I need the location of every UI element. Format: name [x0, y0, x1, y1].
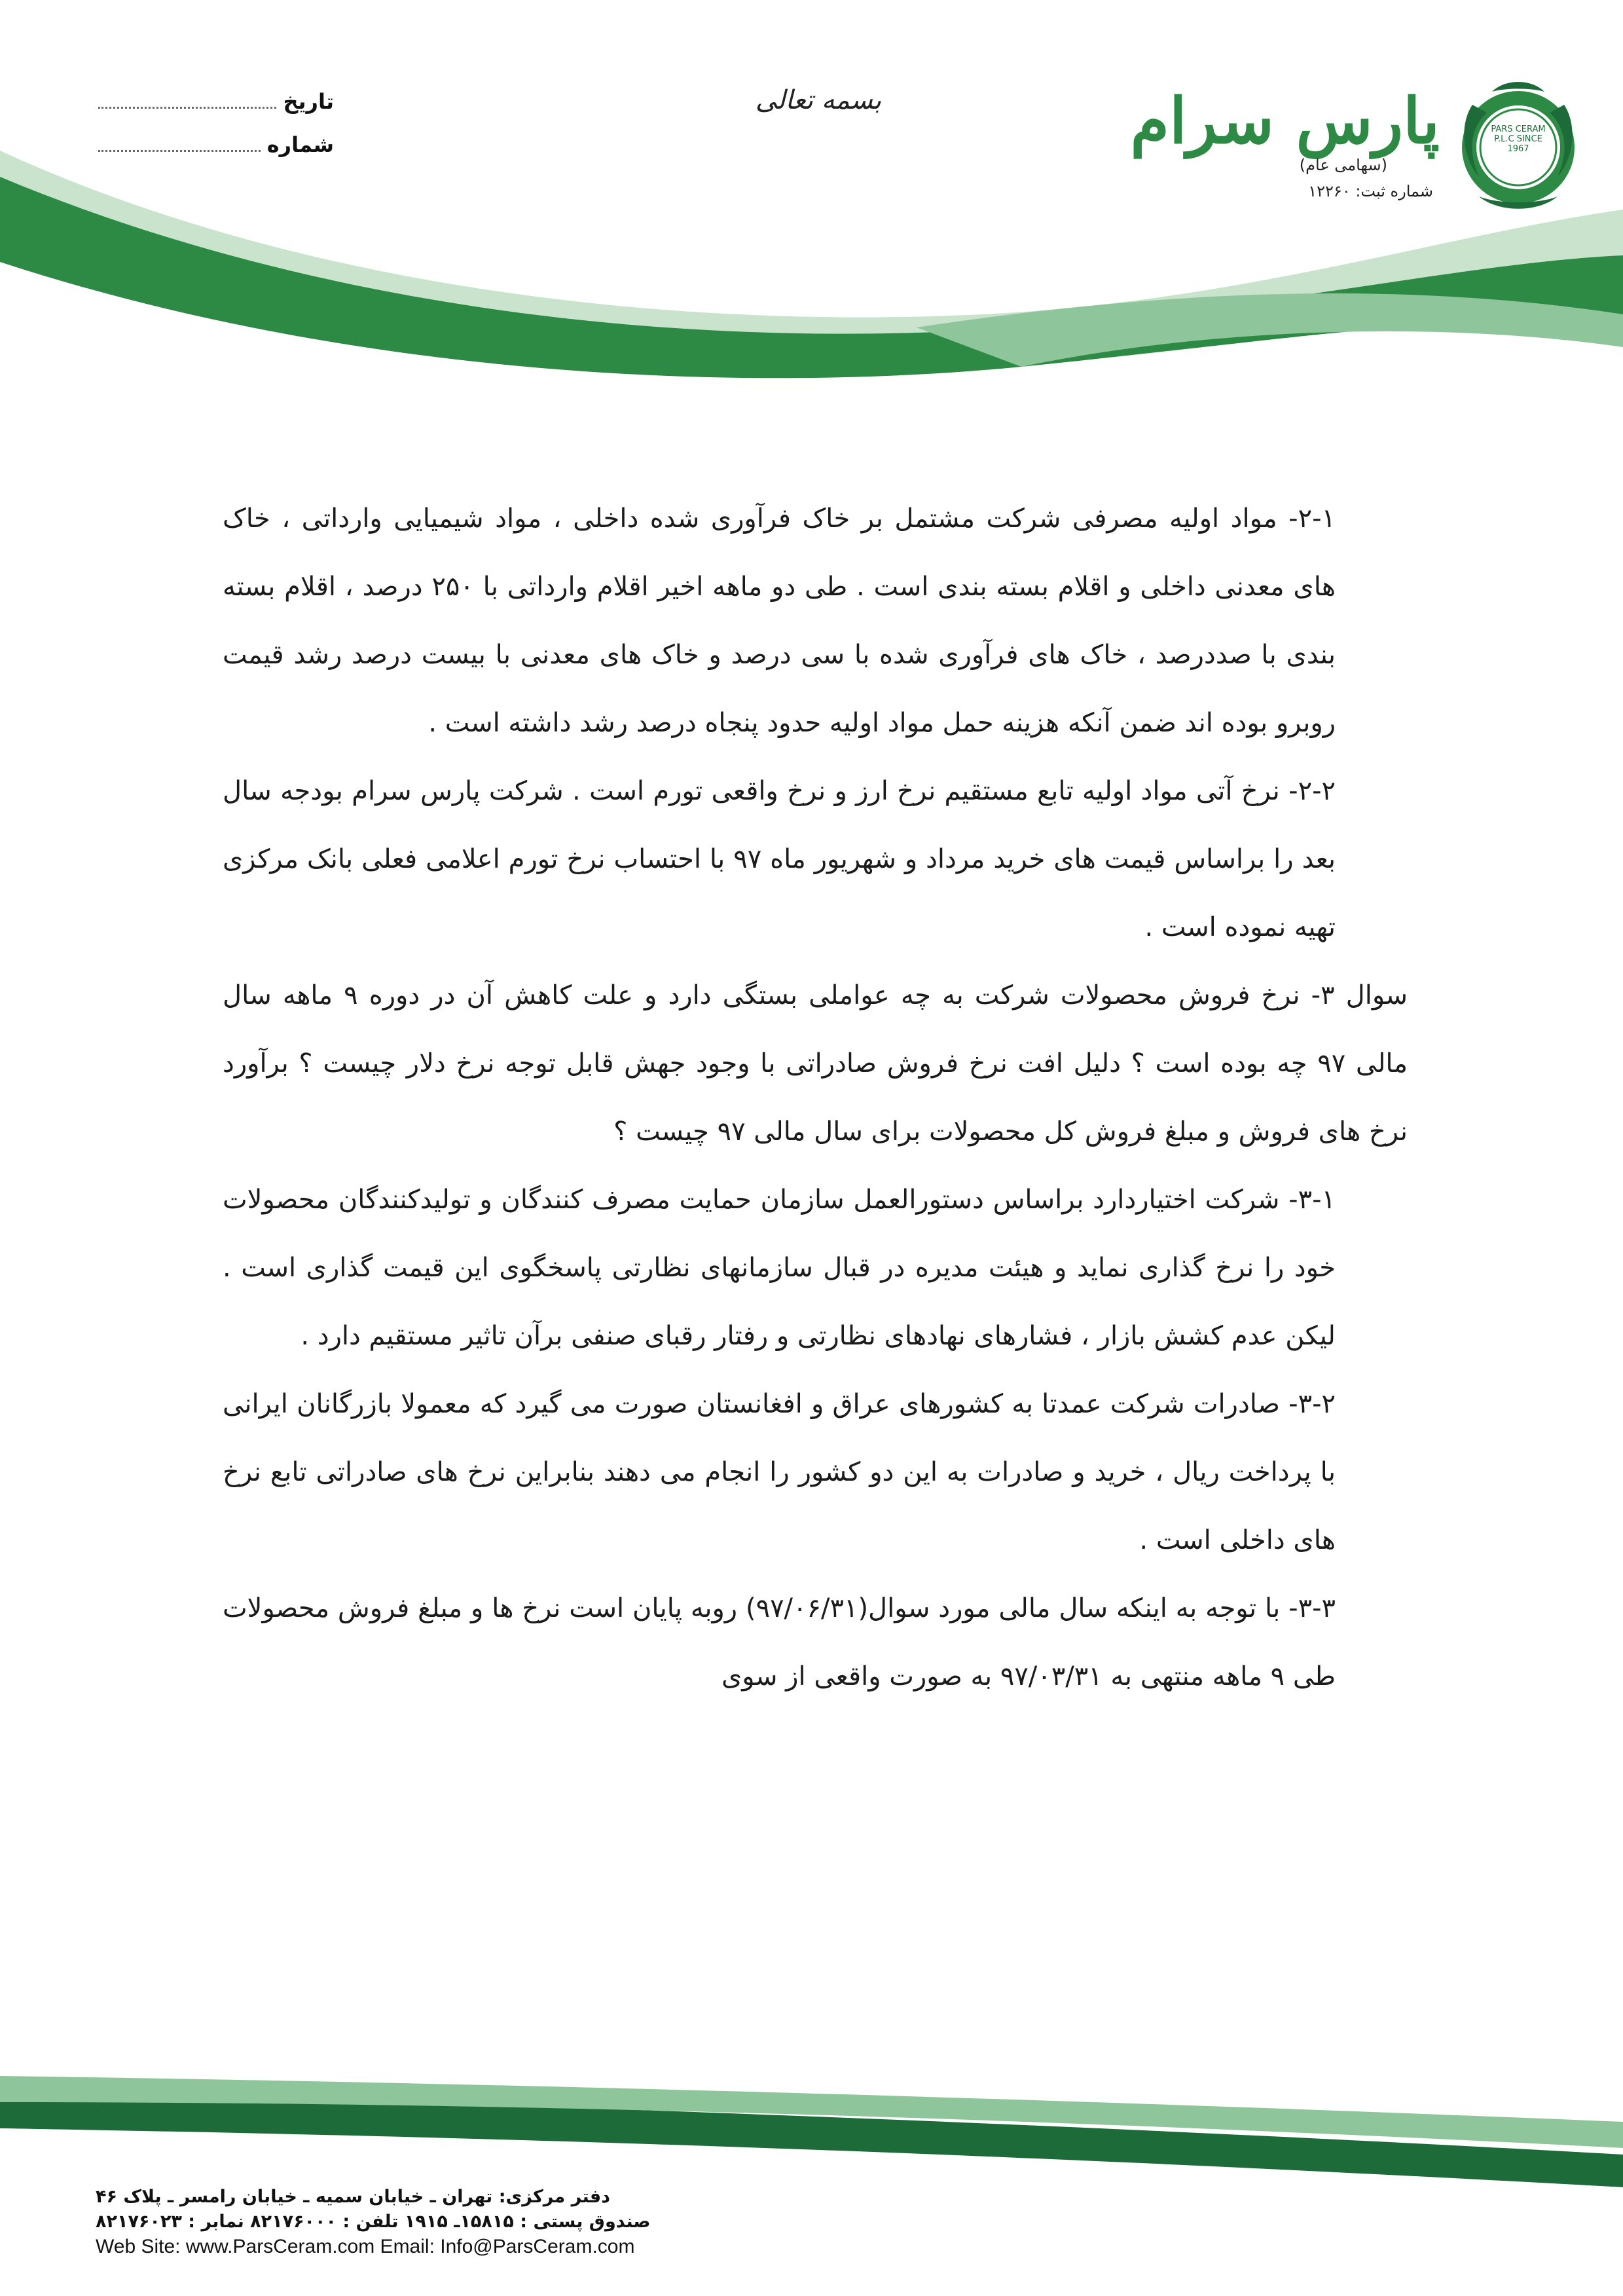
paragraph-3-3 — [223, 1574, 1336, 1711]
number-field — [98, 132, 334, 176]
paragraph-3-2 — [223, 1370, 1336, 1574]
paragraph-text: نرخ آتی مواد اولیه تابع مستقیم نرخ ارز و نرخ واقعی تورم است . شرکت پارس سرام بودجه سال بعد را براساس قیمت های خرید مرداد و شهریور ماه ۹۷ با احتساب نرخ تورم اعلامی فعلی بانک مرکزی تهیه نموده است . — [223, 776, 1336, 942]
paragraph-marker: سوال ۳- — [1311, 980, 1408, 1010]
letter-body — [223, 485, 1408, 1711]
paragraph-marker: ۲-۱- — [1288, 504, 1336, 534]
paragraph-2-2 — [223, 757, 1336, 961]
brand-subtitle: (سهامی عام) — [1299, 156, 1387, 174]
date-field — [98, 89, 334, 132]
question-3 — [223, 961, 1408, 1166]
brand-name: پارس سرام — [1130, 84, 1440, 158]
paragraph-marker: ۳-۲- — [1288, 1389, 1336, 1419]
footer-contact-block — [96, 2185, 816, 2259]
paragraph-text: شرکت اختیاردارد براساس دستورالعمل سازمان حمایت مصرف کنندگان و تولیدکنندگان محصولات خود را نرخ گذاری نماید و هیئت مدیره در قبال سازمانهای نظارتی پاسخگوی این قیمت گذاری است . لیکن عدم کشش بازار ، فشارهای نهادهای نظارتی و رفتار رقبای صنفی برآن تاثیر مستقیم دارد . — [223, 1185, 1336, 1351]
letter-meta-block — [98, 89, 334, 176]
paragraph-text: صادرات شرکت عمدتا به کشورهای عراق و افغانستان صورت می گیرد که معمولا بازرگانان ایرانی با پرداخت ریال ، خرید و صادرات به این دو کشور را انجام می دهند بنابراین نرخ های صادراتی تابع نرخ های داخلی است . — [223, 1389, 1336, 1555]
footer-wave-decoration — [0, 2076, 1623, 2187]
paragraph-marker: ۲-۲- — [1288, 776, 1336, 806]
paragraph-3-1 — [223, 1166, 1336, 1370]
paragraph-text: مواد اولیه مصرفی شرکت مشتمل بر خاک فرآوری شده داخلی ، مواد شیمیایی وارداتی ، خاک های معدنی داخلی و اقلام بسته بندی است . طی دو ماهه اخیر اقلام وارداتی با ۲۵۰ درصد ، اقلام بسته بندی با صددرصد ، خاک های فرآوری شده با سی درصد و خاک های معدنی با بیست درصد رشد قیمت روبرو بوده اند ضمن آنکه هزینه حمل مواد اولیه حدود پنجاه درصد رشد داشته است . — [223, 504, 1336, 738]
footer-web-email: Web Site: www.ParsCeram.com Email: Info@ParsCeram.com — [96, 2236, 635, 2257]
bismillah-heading: بسمه تعالی — [755, 85, 882, 115]
number-label: شماره — [266, 132, 334, 157]
paragraph-text: نرخ فروش محصولات شرکت به چه عواملی بستگی دارد و علت کاهش آن در دوره ۹ ماهه سال مالی ۹۷ چه بوده است ؟ دلیل افت نرخ فروش صادراتی با وجود جهش قابل توجه نرخ دلار چیست ؟ برآورد نرخ های فروش و مبلغ فروش کل محصولات برای سال مالی ۹۷ چیست ؟ — [223, 980, 1408, 1147]
footer-phone-fax: صندوق پستی : ۱۵۸۱۵ـ ۱۹۱۵ تلفن : ۸۲۱۷۶۰۰۰ نمابر : ۸۲۱۷۶۰۲۳ — [96, 2212, 651, 2232]
paragraph-marker: ۳-۱- — [1288, 1185, 1336, 1215]
number-dotted-line — [98, 137, 261, 152]
paragraph-marker: ۳-۳- — [1288, 1593, 1336, 1623]
paragraph-2-1 — [223, 485, 1336, 757]
date-dotted-line — [98, 94, 276, 109]
emblem-caption: PARS CERAM P.L.C SINCE 1967 — [1491, 124, 1546, 154]
registration-number: شماره ثبت: ۱۲۲۶۰ — [1308, 182, 1433, 200]
date-label: تاریخ — [283, 89, 334, 114]
company-logo-block — [1130, 79, 1584, 223]
paragraph-text: با توجه به اینکه سال مالی مورد سوال(۹۷/۰۶/۳۱) روبه پایان است نرخ ها و مبلغ فروش محصولات طی ۹ ماهه منتهی به ۹۷/۰۳/۳۱ به صورت واقعی از سوی — [223, 1593, 1336, 1692]
footer-address: دفتر مرکزی: تهران ـ خیابان سمیه ـ خیابان رامسر ـ پلاک ۴۶ — [96, 2187, 611, 2207]
